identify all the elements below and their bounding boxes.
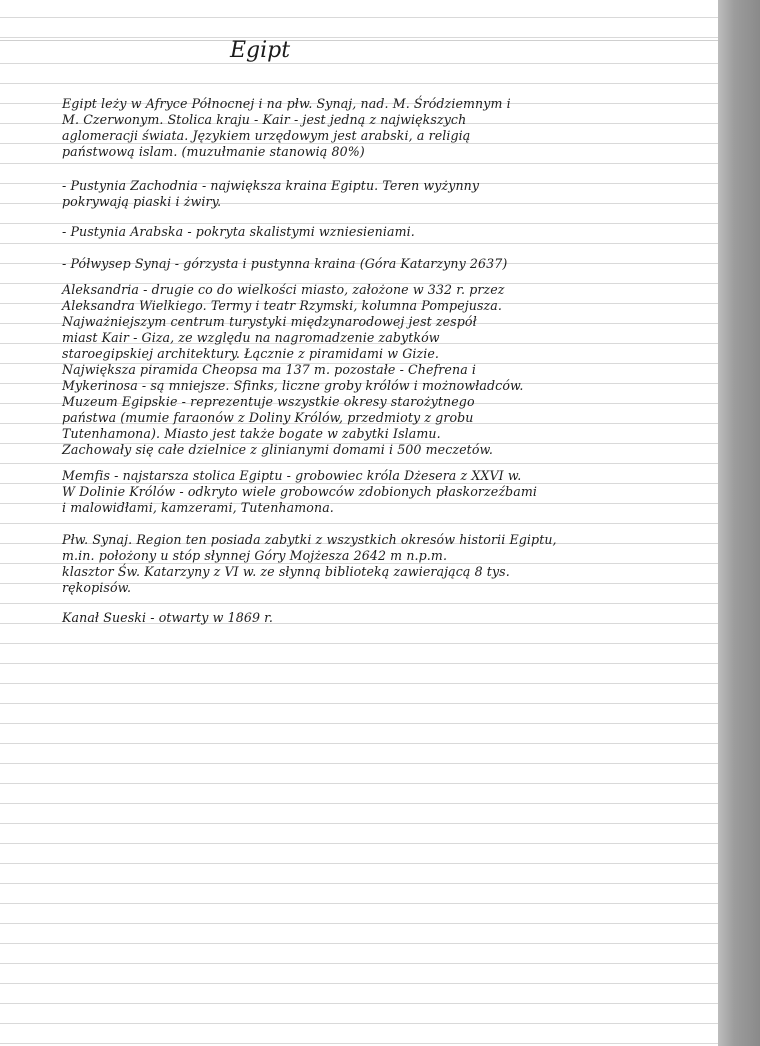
text-line: staroegipskiej architektury. Łącznie z piramidami w Gizie. [62,346,440,361]
text-line: aglomeracji świata. Językiem urzędowym jest arabski, a religią [62,128,471,143]
text-line: - Pustynia Arabska - pokryta skalistymi wzniesieniami. [62,224,415,239]
page-title: Egipt [229,38,291,63]
paragraph-arabian-desert [62,224,702,240]
text-line: Tutenhamona). Miasto jest także bogate w zabytki Islamu. [62,426,441,441]
text-line: Zachowały się całe dzielnice z glinianymi domami i 500 meczetów. [62,442,494,457]
paragraph-sinai-peninsula [62,532,702,596]
text-line: W Dolinie Królów - odkryto wiele grobowców zdobionych płaskorzeźbami [62,484,538,499]
paragraph-intro [62,96,702,160]
text-line: państwa (mumie faraonów z Doliny Królów, przedmioty z grobu [62,410,474,425]
text-line: Memfis - najstarsza stolica Egiptu - grobowiec króla Dżesera z XXVI w. [62,468,522,483]
scan-shadow-edge [718,0,760,1046]
text-line: Muzeum Egipskie - reprezentuje wszystkie okresy starożytnego [62,394,475,409]
text-line: Aleksandria - drugie co do wielkości miasto, założone w 332 r. przez [62,282,505,297]
paragraph-sinai [62,256,702,272]
paragraph-alexandria [62,282,702,458]
text-line: - Pustynia Zachodnia - największa kraina Egiptu. Teren wyżynny [62,178,480,193]
text-line: pokrywają piaski i żwiry. [62,194,222,209]
text-line: Najważniejszym centrum turystyki międzynarodowej jest zespół [62,314,477,329]
text-line: państwową islam. (muzułmanie stanowią 80%) [62,144,365,159]
text-line: Mykerinosa - są mniejsze. Sfinks, liczne groby królów i możnowładców. [62,378,524,393]
paragraph-suez-canal [62,610,702,626]
text-line: rękopisów. [62,580,132,595]
text-line: Egipt leży w Afryce Północnej i na płw. Synaj, nad. M. Śródziemnym i [62,96,511,111]
text-line: M. Czerwonym. Stolica kraju - Kair - jest jedną z największych [62,112,467,127]
text-line: klasztor Św. Katarzyny z VI w. ze słynną biblioteką zawierającą 8 tys. [62,564,510,579]
text-line: - Półwysep Synaj - górzysta i pustynna kraina (Góra Katarzyny 2637) [62,256,508,271]
text-line: Aleksandra Wielkiego. Termy i teatr Rzymski, kolumna Pompejusza. [62,298,502,313]
text-line: Największa piramida Cheopsa ma 137 m. pozostałe - Chefrena i [62,362,477,377]
text-line: Płw. Synaj. Region ten posiada zabytki z wszystkich okresów historii Egiptu, [62,532,557,547]
text-line: m.in. położony u stóp słynnej Góry Mojżesza 2642 m n.p.m. [62,548,448,563]
paragraph-western-desert [62,178,702,210]
handwritten-notes [62,96,702,626]
text-line: Kanał Sueski - otwarty w 1869 r. [62,610,274,625]
text-line: miast Kair - Giza, ze względu na nagromadzenie zabytków [62,330,440,345]
paragraph-memphis [62,468,702,516]
text-line: i malowidłami, kamzerami, Tutenhamona. [62,500,334,515]
